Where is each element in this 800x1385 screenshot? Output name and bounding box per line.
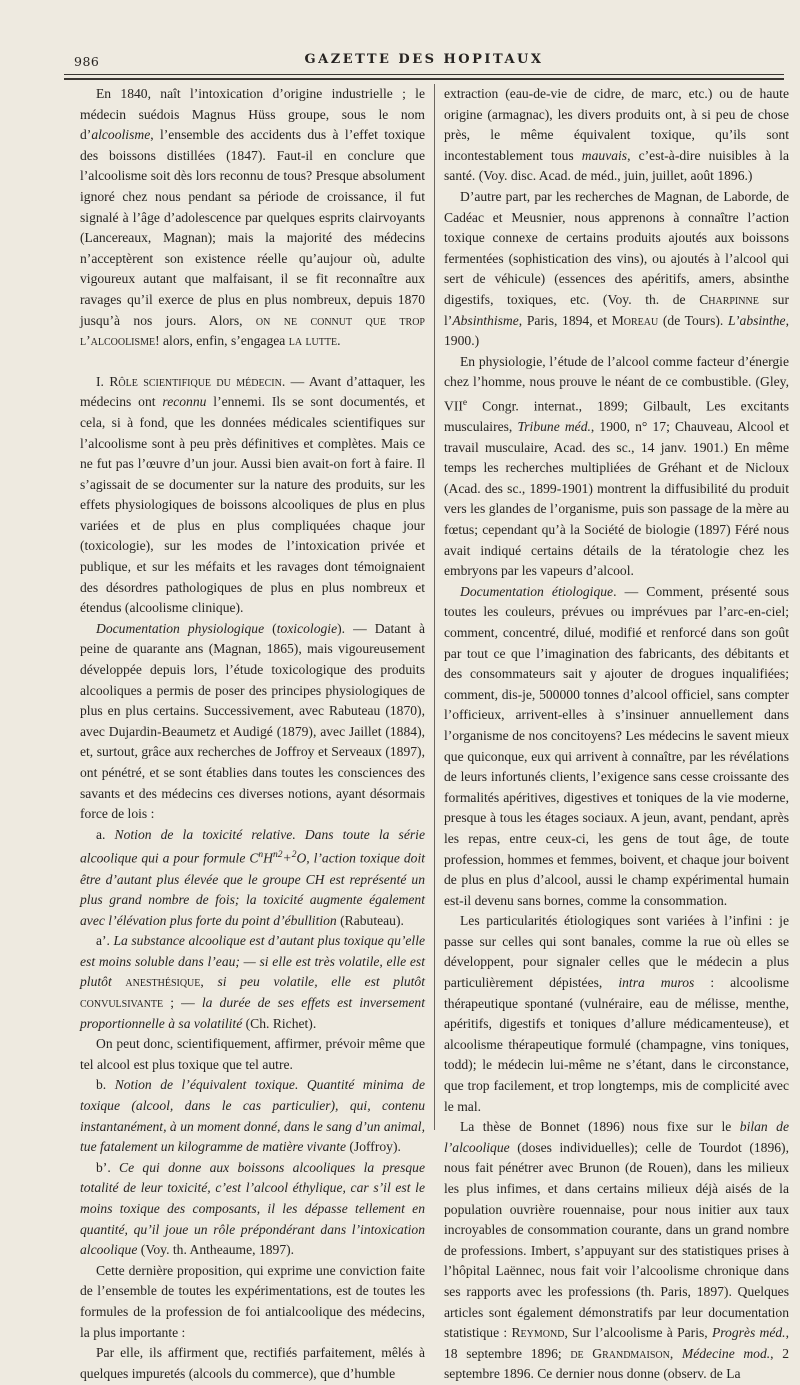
text-run: . — Comment, présenté sous toutes les couleurs, prévues ou imprévues par l’arc-en-ciel; comment, concentré, dilué, modifié et renforcé dans son goût par tout ce que l’imagination des fabricants, des débitants et des consommateurs sait y ajouter de drogues inqualifiées; comment, dis-je, 500000 tonnes d’alcool officiel, sans compter l’officieux, arrivent-elles à s’insinuer annuellement dans l’organisme de nos concitoyens? Les médecins le savent mieux que quiconque, eux qui arrivent à connaître, par les révélations de leurs infortunés clients, l’exigence sans cesse croissante des formalités apéritives, digestives et toniques de la vie moderne, presque à tous les étages sociaux. A jeun, avant, pendant, après les repas, entre ceux-ci, les gens de tout âge, de toute profession, hommes et femmes, boivent, et chaque jour boivent de plus en plus d’alcool, aussi le champ expérimental humain est-il devenu sans bornes, comme la consommation.	[444, 583, 789, 908]
styled-text: Absinthisme	[452, 312, 519, 328]
paragraph	[80, 1343, 425, 1384]
paragraph	[444, 582, 789, 912]
text-run: D’autre part, par les recherches de Magnan, de Laborde, de Cadéac et Meusnier, nous apprenons à connaître l’action toxique connexe de certains produits ajoutés aux boissons fermentées (sophistication des vins), ou ajoutés à l’alcool qui sert de véhicule) (essences des apéritifs, amers, absinthe digestifs, toxiques, etc. (Voy. th. de	[444, 188, 789, 307]
styled-text: L’absinthe	[727, 312, 786, 328]
text-run: Congr. internat., 1899; Gilbault, Les excitants musculaires,	[444, 398, 789, 435]
styled-text: 2	[291, 850, 297, 861]
styled-text: Notion de la toxicité relative. Dans toute la série alcoolique qui a pour formule C	[80, 826, 425, 866]
text-run: , 2 septembre 1896. Ce dernier nous donne (observ. de La	[444, 1345, 789, 1382]
styled-text: la lutte	[288, 333, 338, 349]
paragraph	[444, 911, 789, 1117]
text-run: ! alors, enfin, s’engagea	[155, 333, 289, 349]
styled-text: Documentation physiologique	[96, 620, 265, 636]
styled-text: Charpinne	[699, 291, 759, 307]
text-run: En physiologie, l’étude de l’alcool comme facteur d’énergie chez l’homme, nous prouve le néant de ce combustible. (Gley, VII	[444, 353, 789, 414]
paragraph	[444, 187, 789, 352]
text-run: . — Avant d’attaquer, les médecins ont	[80, 373, 425, 410]
styled-text: anesthésique	[125, 974, 201, 990]
text-run	[112, 974, 126, 989]
styled-text: la durée de ses effets est inversement proportionnelle à sa volatilité	[80, 995, 425, 1031]
text-run: ,	[669, 1345, 682, 1361]
text-run: , 18 septembre 1896;	[444, 1325, 789, 1361]
paragraph	[80, 1158, 425, 1261]
styled-text: Médecine mod.	[681, 1345, 771, 1361]
styled-text: de Grandmaison	[570, 1345, 670, 1361]
column-divider	[434, 84, 435, 1130]
styled-text: n2	[272, 850, 283, 861]
left-column	[80, 84, 426, 1381]
text-run: , Sur l’alcoolisme à Paris,	[564, 1325, 712, 1341]
text-run: , c’est-à-dire nuisibles à la santé. (Voy. disc. Acad. de méd., juin, juillet, août 1896.)	[444, 147, 789, 184]
styled-text: alcoolisme	[91, 127, 151, 143]
page-number: 986	[74, 54, 100, 69]
text-run: l’ennemi. Ils se sont documentés, et cela, si à fond, que les données médicales scientifiques sur l’alcoolisme sont à peu près définitives et complètes. Mais ce ne fut pas l’œuvre d’un jour. Aussi bien avait-on fort à faire. Il s’agissait de se documenter sur la nature des produits, sur les effets physiologiques de boissons alcooliques de plus en plus variées et de plus en plus compliquées chaque jour (toxicologie), sur les modes de l’intoxication privée et publique, et sur les méfaits et les ravages dont témoignaient des désordres pathologiques de plus en plus nombreux et étendus (alcoolisme clinique).	[80, 394, 425, 616]
text-run: b’.	[96, 1159, 120, 1175]
paragraph	[80, 931, 425, 1034]
paragraph	[444, 84, 789, 187]
paragraph	[80, 1034, 425, 1075]
text-run: La thèse de Bonnet (1896) nous fixe sur le	[460, 1119, 740, 1135]
styled-text: e	[462, 397, 468, 408]
text-run: On peut donc, scientifiquement, affirmer, prévoir même que tel alcool est plus toxique que tel autre.	[80, 1036, 425, 1072]
header-rule	[64, 74, 784, 75]
styled-text: on ne connut que trop l’alcoolisme	[80, 312, 425, 349]
styled-text: Tribune méd.	[517, 419, 591, 435]
paragraph	[444, 352, 789, 582]
text-run: (doses individuelles); celle de Tourdot (1896), nous fait pénétrer avec Brunon (de Rouen), dans les milieux les plus infimes, et dans certains milieux déjà aisés de la population ouvrière rouennaise, pour nous initier aux taux incroyables de consommation courante, dans un grand nombre de professions. Imbert, s’appuyant sur des statistiques prises à l’hôpital Laënnec, nous fait voir l’alcoolisme chronique dans ses rapports avec les professions (th. Paris, 1897). Quelques articles sont également démonstratifs par leur documentation statistique :	[444, 1139, 789, 1341]
styled-text: n	[258, 850, 264, 861]
styled-text: I. Rôle scientifique du médecin	[96, 373, 282, 389]
paragraph	[444, 1117, 789, 1385]
page-header	[64, 48, 784, 74]
styled-text: si peu volatile, elle est plutôt	[217, 974, 426, 990]
styled-text: bilan de l’alcoolique	[444, 1119, 789, 1155]
text-run: (Voy. th. Antheaume, 1897).	[137, 1242, 295, 1258]
text-run: a’.	[96, 933, 114, 949]
paragraph	[80, 619, 425, 825]
journal-title: GAZETTE DES HOPITAUX	[304, 52, 544, 67]
text-run: Cette dernière proposition, qui exprime une conviction faite de l’ensemble de toutes les expérimentations, est de toutes les formules de la profession de foi antialcoolique des médecins, la plus importante :	[80, 1262, 425, 1340]
styled-text: mauvais	[581, 147, 628, 163]
text-run: , Paris, 1894, et	[518, 312, 612, 328]
text-run: extraction (eau-de-vie de cidre, de marc, etc.) ou de haute origine (armagnac), les divers produits ont, à si peu de chose près, le même équivalent toxique, qu’ils sont incontestablement tous	[444, 86, 789, 163]
text-run: Par elle, ils affirment que, rectifiés parfaitement, mêlés à quelques impuretés (alcools du commerce), que d’humble	[80, 1345, 425, 1381]
styled-text: Reymond	[511, 1325, 565, 1341]
styled-text: Documentation étiologique	[460, 583, 614, 599]
styled-text: Notion de l’équivalent toxique. Quantité minima de toxique (alcool, dans le cas particulier), qui, contenu instantanément, à un moment donné, dans le sang d’un animal, tue fatalement un kilogramme de matière vivante	[80, 1077, 425, 1155]
paragraph	[80, 825, 425, 932]
styled-text: convulsivante	[80, 995, 164, 1011]
text-run: b.	[96, 1077, 115, 1093]
text-run: ; —	[163, 995, 202, 1011]
styled-text: O, l’action toxique doit être d’autant plus élevée que le groupe CH est représenté un plus grand nombre de fois; la toxicité augmente également avec l’élévation plus forte du point d’ébullition	[80, 850, 425, 928]
text-run: (Joffroy).	[346, 1139, 401, 1155]
paragraph	[80, 1261, 425, 1343]
text-run: , l’ensemble des accidents dus à l’effet toxique des boissons distillées (1847). Faut-il en conclure que l’alcoolisme soit dès lors reconnu de tous? Presque absolument ignoré chez nous pendant sa période de croissance, il fut signalé à l’âge d’adolescence par quelques esprits clairvoyants (Lancereaux, Magnan); mais la majorité des médecins n’acceptèrent son existence réelle qu’aujour où, adulte vigoureux autant que malfaisant, il se fit reconnaître aux ravages qu’il exerce de plus en plus nombreux, depuis 1870 jusqu’à nos jours. Alors,	[80, 127, 425, 328]
text-run: , 1900, n° 17; Chauveau, Alcool et travail musculaire, Acad. des sc., 14 janv. 1901.) En même temps les recherches multipliées de Gréhant et de Nicloux (Acad. des sc., 1899-1901) montrent la diffusibilité du produit vers les glandes de l’organisme, puis son passage de la mère au fœtus; cependant qu’à la Société de biologie (1897) Féré nous avait indiqué certains détails de la tératologie chez les embryons par les vapeurs d’alcool.	[444, 419, 790, 579]
styled-text: Moreau	[611, 312, 659, 328]
text-run: ). — Datant à peine de quarante ans (Magnan, 1865), mais vigoureusement développée depuis lors, l’étude toxicologique des produits alcooliques a permis de poser des principes physiologiques de plus en plus certains. Successivement, avec Rabuteau (1870), avec Dujardin-Beaumetz et Audigé (1879), avec Jaillet (1884), et, surtout, grâce aux recherches de Joffroy et Serveaux (1897), ont pénétré, et se sont établies dans toutes les consciences des savants et des médecins ces diverses notions, ayant désormais force de lois :	[80, 620, 426, 822]
styled-text: Ce qui donne aux boissons alcooliques la presque totalité de leur toxicité, c’est l’alcool éthylique, car s’il est le moins toxique des composants, il les dépasse tellement en quantité, qu’il joue un rôle prépondérant dans l’intoxication alcoolique	[80, 1159, 425, 1258]
paragraph	[80, 84, 425, 352]
paragraph	[80, 1075, 425, 1157]
text-run: Les particularités étiologiques sont variées à l’infini : je passe sur celles qui sont banales, comme la rue où elles se développent, pour signaler celles que le médecin a plus particulièrement dépistées,	[444, 913, 789, 991]
styled-text: +	[282, 850, 292, 866]
text-run: , 1900.)	[444, 312, 789, 349]
header-rule-thick	[64, 78, 784, 80]
styled-text: La substance alcoolique est d’autant plus toxique qu’elle est moins soluble dans l’eau; — si elle est très volatile, elle est plutôt	[80, 933, 426, 990]
text-run: (	[264, 620, 277, 636]
styled-text: intra muros	[618, 975, 695, 991]
styled-text: Progrès méd.	[711, 1325, 786, 1341]
text-run: a.	[96, 826, 115, 842]
right-column	[444, 84, 790, 1382]
text-run: .	[337, 333, 341, 349]
text-run: (Rabuteau).	[336, 912, 404, 928]
text-run: sur l’	[444, 291, 790, 328]
text-run: (de Tours).	[658, 312, 728, 328]
styled-text: toxicologie	[276, 620, 338, 636]
paragraph	[80, 372, 425, 619]
text-run: (Ch. Richet).	[242, 1015, 317, 1031]
styled-text: H	[263, 850, 273, 866]
text-run: ,	[200, 974, 218, 990]
text-run: En 1840, naît l’intoxication d’origine industrielle ; le médecin suédois Magnus Hüss groupe, sous le nom d’	[80, 86, 425, 143]
text-run: : alcoolisme thérapeutique spontané (vulnéraire, eau de mélisse, menthe, apéritifs, digestifs et toniques d’allure médicamenteuse), et alcoolisme thérapeutique formulé (champagne, vins toniques, todd); le médecin lui-même ne s’étant, dans le circonstance, que trop facilement, et trop longtemps, mis de complicité avec le mal.	[444, 975, 790, 1114]
styled-text: reconnu	[162, 394, 207, 410]
